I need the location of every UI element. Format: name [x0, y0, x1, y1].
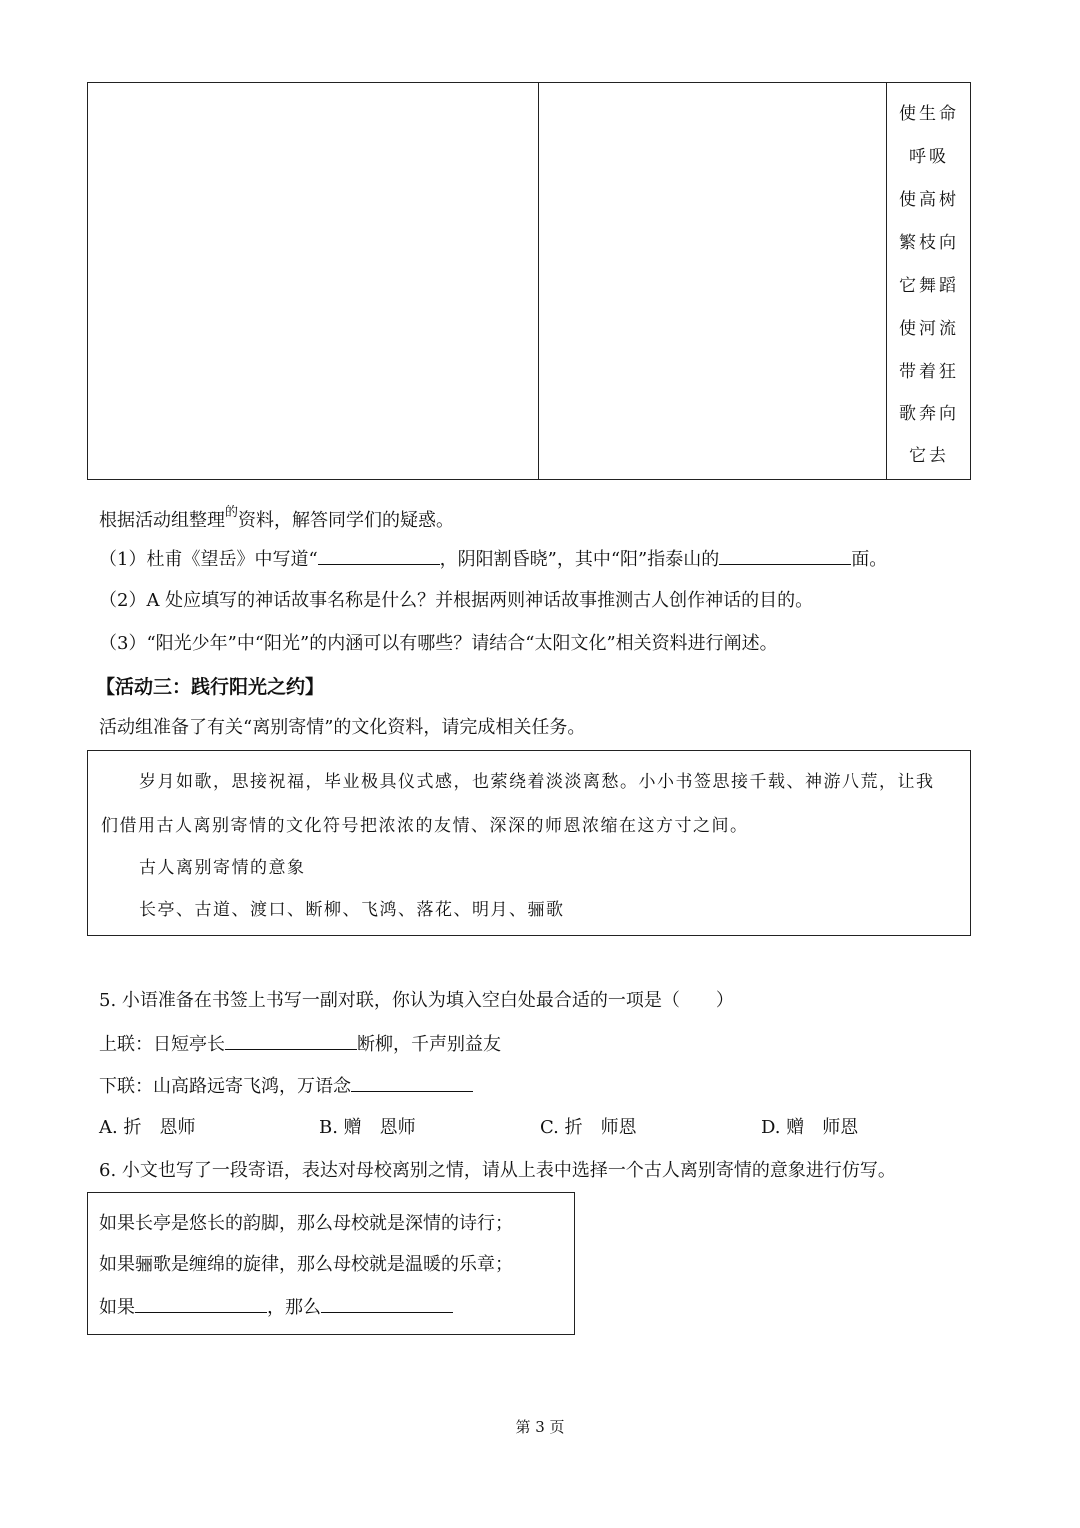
- question-6-stem: 6. 小文也写了一段寄语，表达对母校离别之情，请从上表中选择一个古人离别寄情的意象进行仿写。: [99, 1160, 896, 1181]
- culture-material-box: [87, 750, 971, 936]
- table-divider: [886, 83, 887, 479]
- material-subtitle: 古人离别寄情的意象: [139, 858, 306, 878]
- question-5-stem: 5. 小语准备在书签上书写一副对联，你认为填入空白处最合适的一项是（ ）: [99, 990, 734, 1011]
- couplet-upper: 上联：日短亭长 断柳，千声别益友: [99, 1031, 501, 1058]
- imitation-writing-box: [87, 1192, 575, 1335]
- table-text-line: 呼吸: [909, 147, 949, 167]
- page-number: 第 3 页: [515, 1418, 565, 1436]
- answer-blank[interactable]: [321, 1294, 453, 1313]
- table-text-line: 歌奔向: [899, 404, 959, 424]
- material-text: 们借用古人离别寄情的文化符号把浓浓的友情、深深的师恩浓缩在这方寸之间。: [101, 816, 749, 836]
- table-text-line: 它舞蹈: [899, 276, 959, 296]
- table-text-line: 使高树: [899, 190, 959, 210]
- option-c[interactable]: C. 折 师恩: [540, 1117, 637, 1138]
- table-text-column: [888, 83, 970, 479]
- answer-blank[interactable]: [225, 1031, 357, 1050]
- activity-heading: 【活动三：践行阳光之约】: [96, 676, 325, 698]
- table-text-line: 繁枝向: [899, 233, 959, 253]
- answer-blank[interactable]: [351, 1073, 473, 1092]
- couplet-lower: 下联：山高路远寄飞鸿，万语念: [99, 1073, 473, 1100]
- question-1: （1）杜甫《望岳》中写道“ ，阴阳割昏晓”，其中“阳”指泰山的 面。: [99, 546, 887, 573]
- table-text-line: 使生命: [899, 104, 959, 124]
- answer-blank[interactable]: [318, 546, 440, 565]
- option-b[interactable]: B. 赠 恩师: [319, 1117, 416, 1138]
- option-a[interactable]: A. 折 恩师: [99, 1117, 196, 1138]
- intro-text: 根据活动组整理$^的$资料，解答同学们的疑惑。: [99, 505, 455, 531]
- table-text-line: 它去: [909, 446, 949, 466]
- table-text-line: 使河流: [899, 319, 959, 339]
- imagery-list: 长亭、古道、渡口、断柳、飞鸿、落花、明月、骊歌: [139, 900, 565, 920]
- answer-line: 如果 ，那么: [99, 1294, 453, 1321]
- continuation-table: [87, 82, 971, 480]
- table-text-line: 带着狂: [899, 362, 959, 382]
- answer-blank[interactable]: [135, 1294, 267, 1313]
- table-divider: [538, 83, 539, 479]
- answer-blank[interactable]: [719, 546, 851, 565]
- question-3: （3）“阳光少年”中“阳光”的内涵可以有哪些？请结合“太阳文化”相关资料进行阐述。: [99, 633, 778, 654]
- example-line: 如果长亭是悠长的韵脚，那么母校就是深情的诗行；: [99, 1213, 513, 1234]
- activity-description: 活动组准备了有关“离别寄情”的文化资料，请完成相关任务。: [99, 717, 586, 738]
- question-2: （2）A 处应填写的神话故事名称是什么？并根据两则神话故事推测古人创作神话的目的。: [99, 590, 814, 611]
- example-line: 如果骊歌是缠绵的旋律，那么母校就是温暖的乐章；: [99, 1254, 513, 1275]
- option-d[interactable]: D. 赠 师恩: [761, 1117, 859, 1138]
- material-text: 岁月如歌，思接祝福，毕业极具仪式感，也萦绕着淡淡离愁。小小书签思接千载、神游八荒，让我: [139, 772, 935, 792]
